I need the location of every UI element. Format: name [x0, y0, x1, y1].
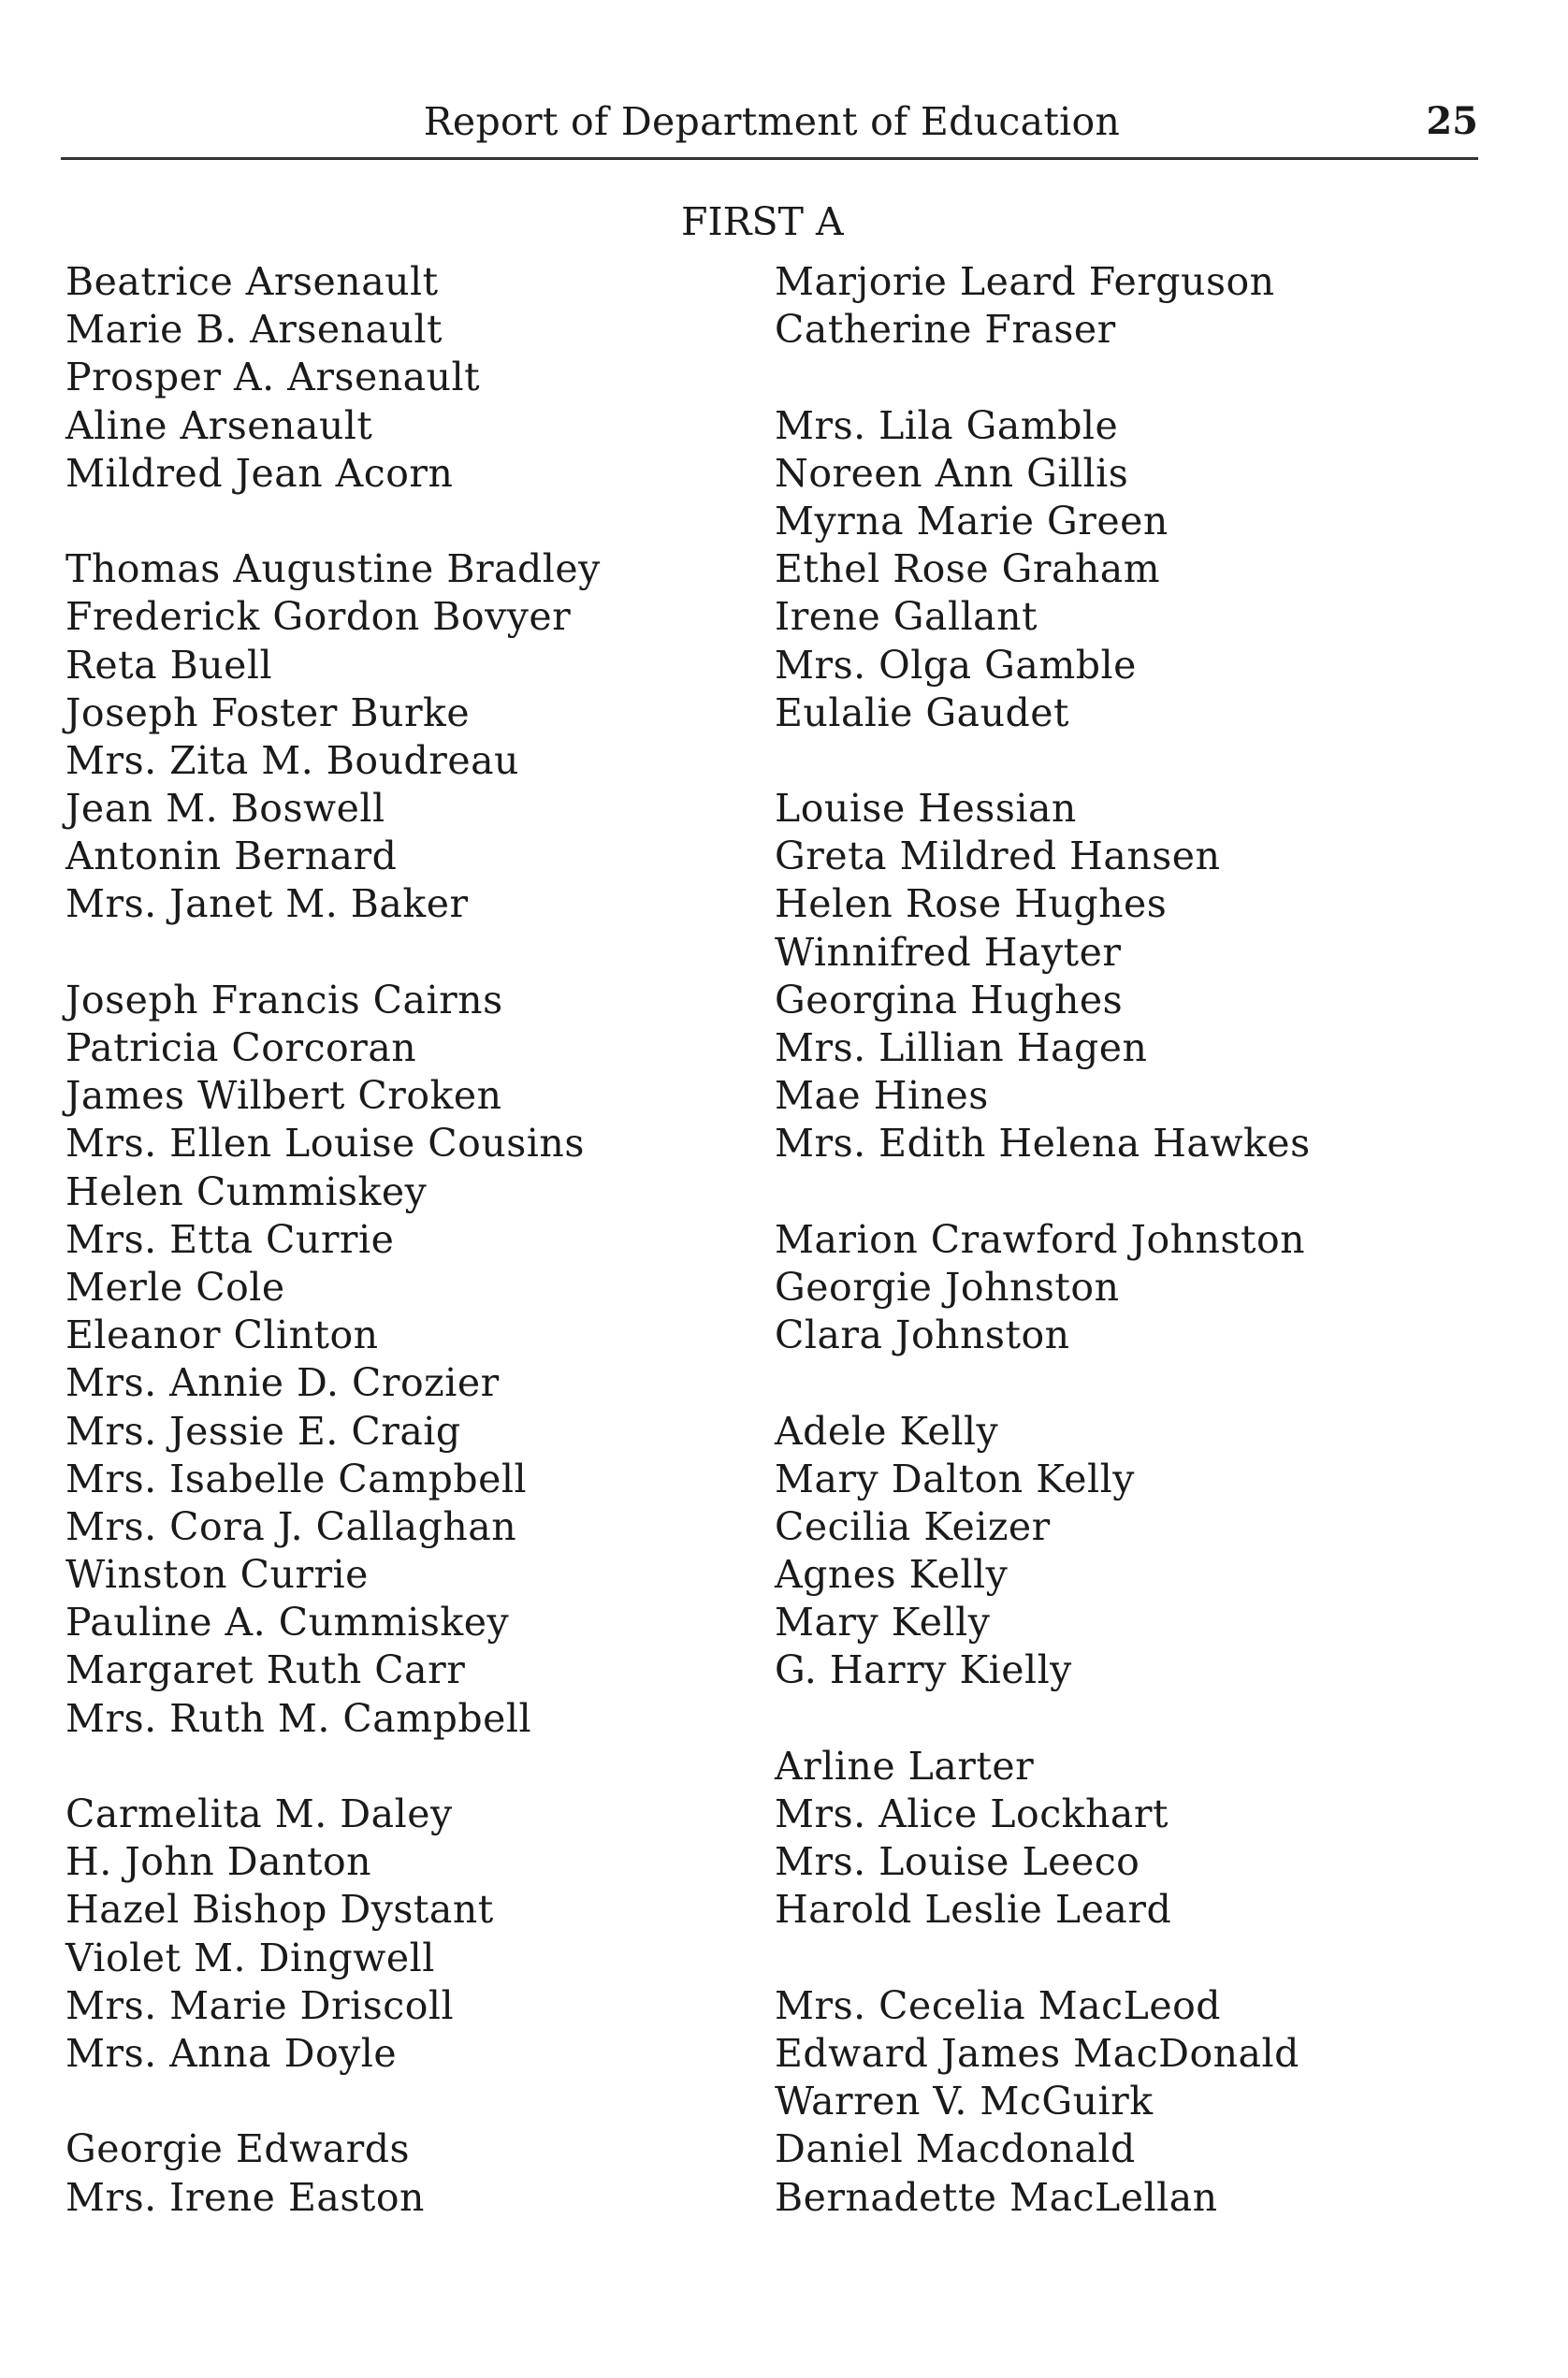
name-entry: Joseph Francis Cairns	[65, 977, 503, 1022]
name-entry: Mrs. Isabelle Campbell	[65, 1456, 528, 1501]
name-entry: Mary Kelly	[775, 1600, 991, 1646]
name-entry: Mrs. Ellen Louise Cousins	[65, 1121, 585, 1167]
name-entry: Harold Leslie Leard	[775, 1887, 1172, 1933]
group-spacer	[775, 1359, 1311, 1407]
name-entry: Mrs. Anna Doyle	[65, 2030, 398, 2076]
name-entry: Mrs. Lila Gamble	[775, 402, 1119, 448]
group-spacer	[65, 498, 601, 545]
name-entry: Clara Johnston	[775, 1312, 1070, 1358]
left-name-column	[65, 258, 601, 2222]
name-entry: Georgie Edwards	[65, 2126, 411, 2172]
name-entry: Arline Larter	[775, 1743, 1035, 1789]
name-entry: Catherine Fraser	[775, 307, 1116, 353]
name-entry: Mrs. Edith Helena Hawkes	[775, 1121, 1311, 1167]
name-entry: Irene Gallant	[775, 594, 1038, 640]
name-entry: Thomas Augustine Bradley	[65, 546, 601, 592]
name-entry: Georgina Hughes	[775, 977, 1124, 1022]
name-entry: Mrs. Ruth M. Campbell	[65, 1695, 532, 1741]
name-entry: Helen Rose Hughes	[775, 881, 1168, 927]
name-entry: G. Harry Kielly	[775, 1647, 1072, 1693]
name-entry: Helen Cummiskey	[65, 1168, 428, 1214]
name-entry: Frederick Gordon Bovyer	[65, 594, 572, 640]
name-entry: Beatrice Arsenault	[65, 259, 439, 304]
name-entry: Mrs. Zita M. Boudreau	[65, 737, 519, 783]
name-entry: Carmelita M. Daley	[65, 1791, 453, 1836]
name-entry: Mrs. Marie Driscoll	[65, 1982, 455, 2028]
name-entry: Mrs. Irene Easton	[65, 2174, 425, 2220]
name-entry: Cecilia Keizer	[775, 1503, 1051, 1549]
name-entry: Merle Cole	[65, 1264, 285, 1310]
group-spacer	[65, 929, 601, 977]
group-spacer	[65, 2078, 601, 2125]
name-entry: Hazel Bishop Dystant	[65, 1887, 494, 1933]
name-entry: Prosper A. Arsenault	[65, 355, 481, 400]
group-spacer	[775, 737, 1311, 785]
name-entry: Pauline A. Cummiskey	[65, 1600, 510, 1646]
group-spacer	[65, 1743, 601, 1791]
name-entry: Louise Hessian	[775, 786, 1077, 832]
name-entry: Bernadette MacLellan	[775, 2174, 1218, 2220]
page-number: 25	[1426, 99, 1478, 143]
name-entry: Patricia Corcoran	[65, 1025, 417, 1070]
name-entry: Noreen Ann Gillis	[775, 450, 1129, 496]
name-entry: Mrs. Jessie E. Craig	[65, 1408, 461, 1454]
name-entry: Myrna Marie Green	[775, 498, 1169, 544]
name-entry: Mrs. Lillian Hagen	[775, 1025, 1148, 1070]
group-spacer	[775, 354, 1311, 401]
name-entry: Edward James MacDonald	[775, 2030, 1299, 2076]
name-entry: Marjorie Leard Ferguson	[775, 259, 1275, 304]
name-entry: Mae Hines	[775, 1073, 989, 1119]
name-entry: Mrs. Etta Currie	[65, 1216, 395, 1262]
name-entry: Eleanor Clinton	[65, 1312, 379, 1358]
name-entry: Antonin Bernard	[65, 834, 398, 879]
name-entry: Mrs. Cecelia MacLeod	[775, 1982, 1222, 2028]
name-entry: Violet M. Dingwell	[65, 1935, 435, 1980]
name-entry: Marion Crawford Johnston	[775, 1216, 1306, 1262]
name-entry: H. John Danton	[65, 1839, 372, 1885]
name-entry: Jean M. Boswell	[65, 786, 385, 832]
name-entry: Mrs. Louise Leeco	[775, 1839, 1140, 1885]
name-entry: Adele Kelly	[775, 1408, 999, 1454]
group-spacer	[775, 1695, 1311, 1743]
name-entry: Mrs. Annie D. Crozier	[65, 1360, 500, 1406]
name-entry: Margaret Ruth Carr	[65, 1647, 466, 1693]
name-entry: Winnifred Hayter	[775, 929, 1122, 975]
name-entry: Mrs. Janet M. Baker	[65, 881, 469, 927]
name-entry: Reta Buell	[65, 642, 273, 688]
name-entry: Georgie Johnston	[775, 1264, 1120, 1310]
right-name-column	[775, 258, 1311, 2222]
name-entry: Mary Dalton Kelly	[775, 1456, 1135, 1501]
header-rule	[61, 157, 1478, 160]
name-entry: Agnes Kelly	[775, 1552, 1009, 1598]
name-entry: Mrs. Olga Gamble	[775, 642, 1137, 688]
group-spacer	[775, 1168, 1311, 1216]
name-entry: Winston Currie	[65, 1552, 369, 1598]
name-entry: Joseph Foster Burke	[65, 689, 471, 735]
name-entry: Daniel Macdonald	[775, 2126, 1136, 2172]
name-entry: Aline Arsenault	[65, 402, 373, 448]
name-entry: Mrs. Cora J. Callaghan	[65, 1503, 517, 1549]
name-entry: Warren V. McGuirk	[775, 2079, 1154, 2124]
running-title: Report of Department of Education	[423, 99, 1121, 144]
name-entry: Mrs. Alice Lockhart	[775, 1791, 1169, 1836]
name-entry: James Wilbert Croken	[65, 1073, 502, 1119]
name-entry: Eulalie Gaudet	[775, 689, 1070, 735]
section-title: FIRST A	[681, 199, 844, 244]
name-entry: Mildred Jean Acorn	[65, 450, 454, 496]
page-header	[65, 94, 1478, 150]
name-entry: Ethel Rose Graham	[775, 546, 1161, 592]
name-entry: Greta Mildred Hansen	[775, 834, 1221, 879]
name-entry: Marie B. Arsenault	[65, 307, 443, 353]
group-spacer	[775, 1935, 1311, 1982]
